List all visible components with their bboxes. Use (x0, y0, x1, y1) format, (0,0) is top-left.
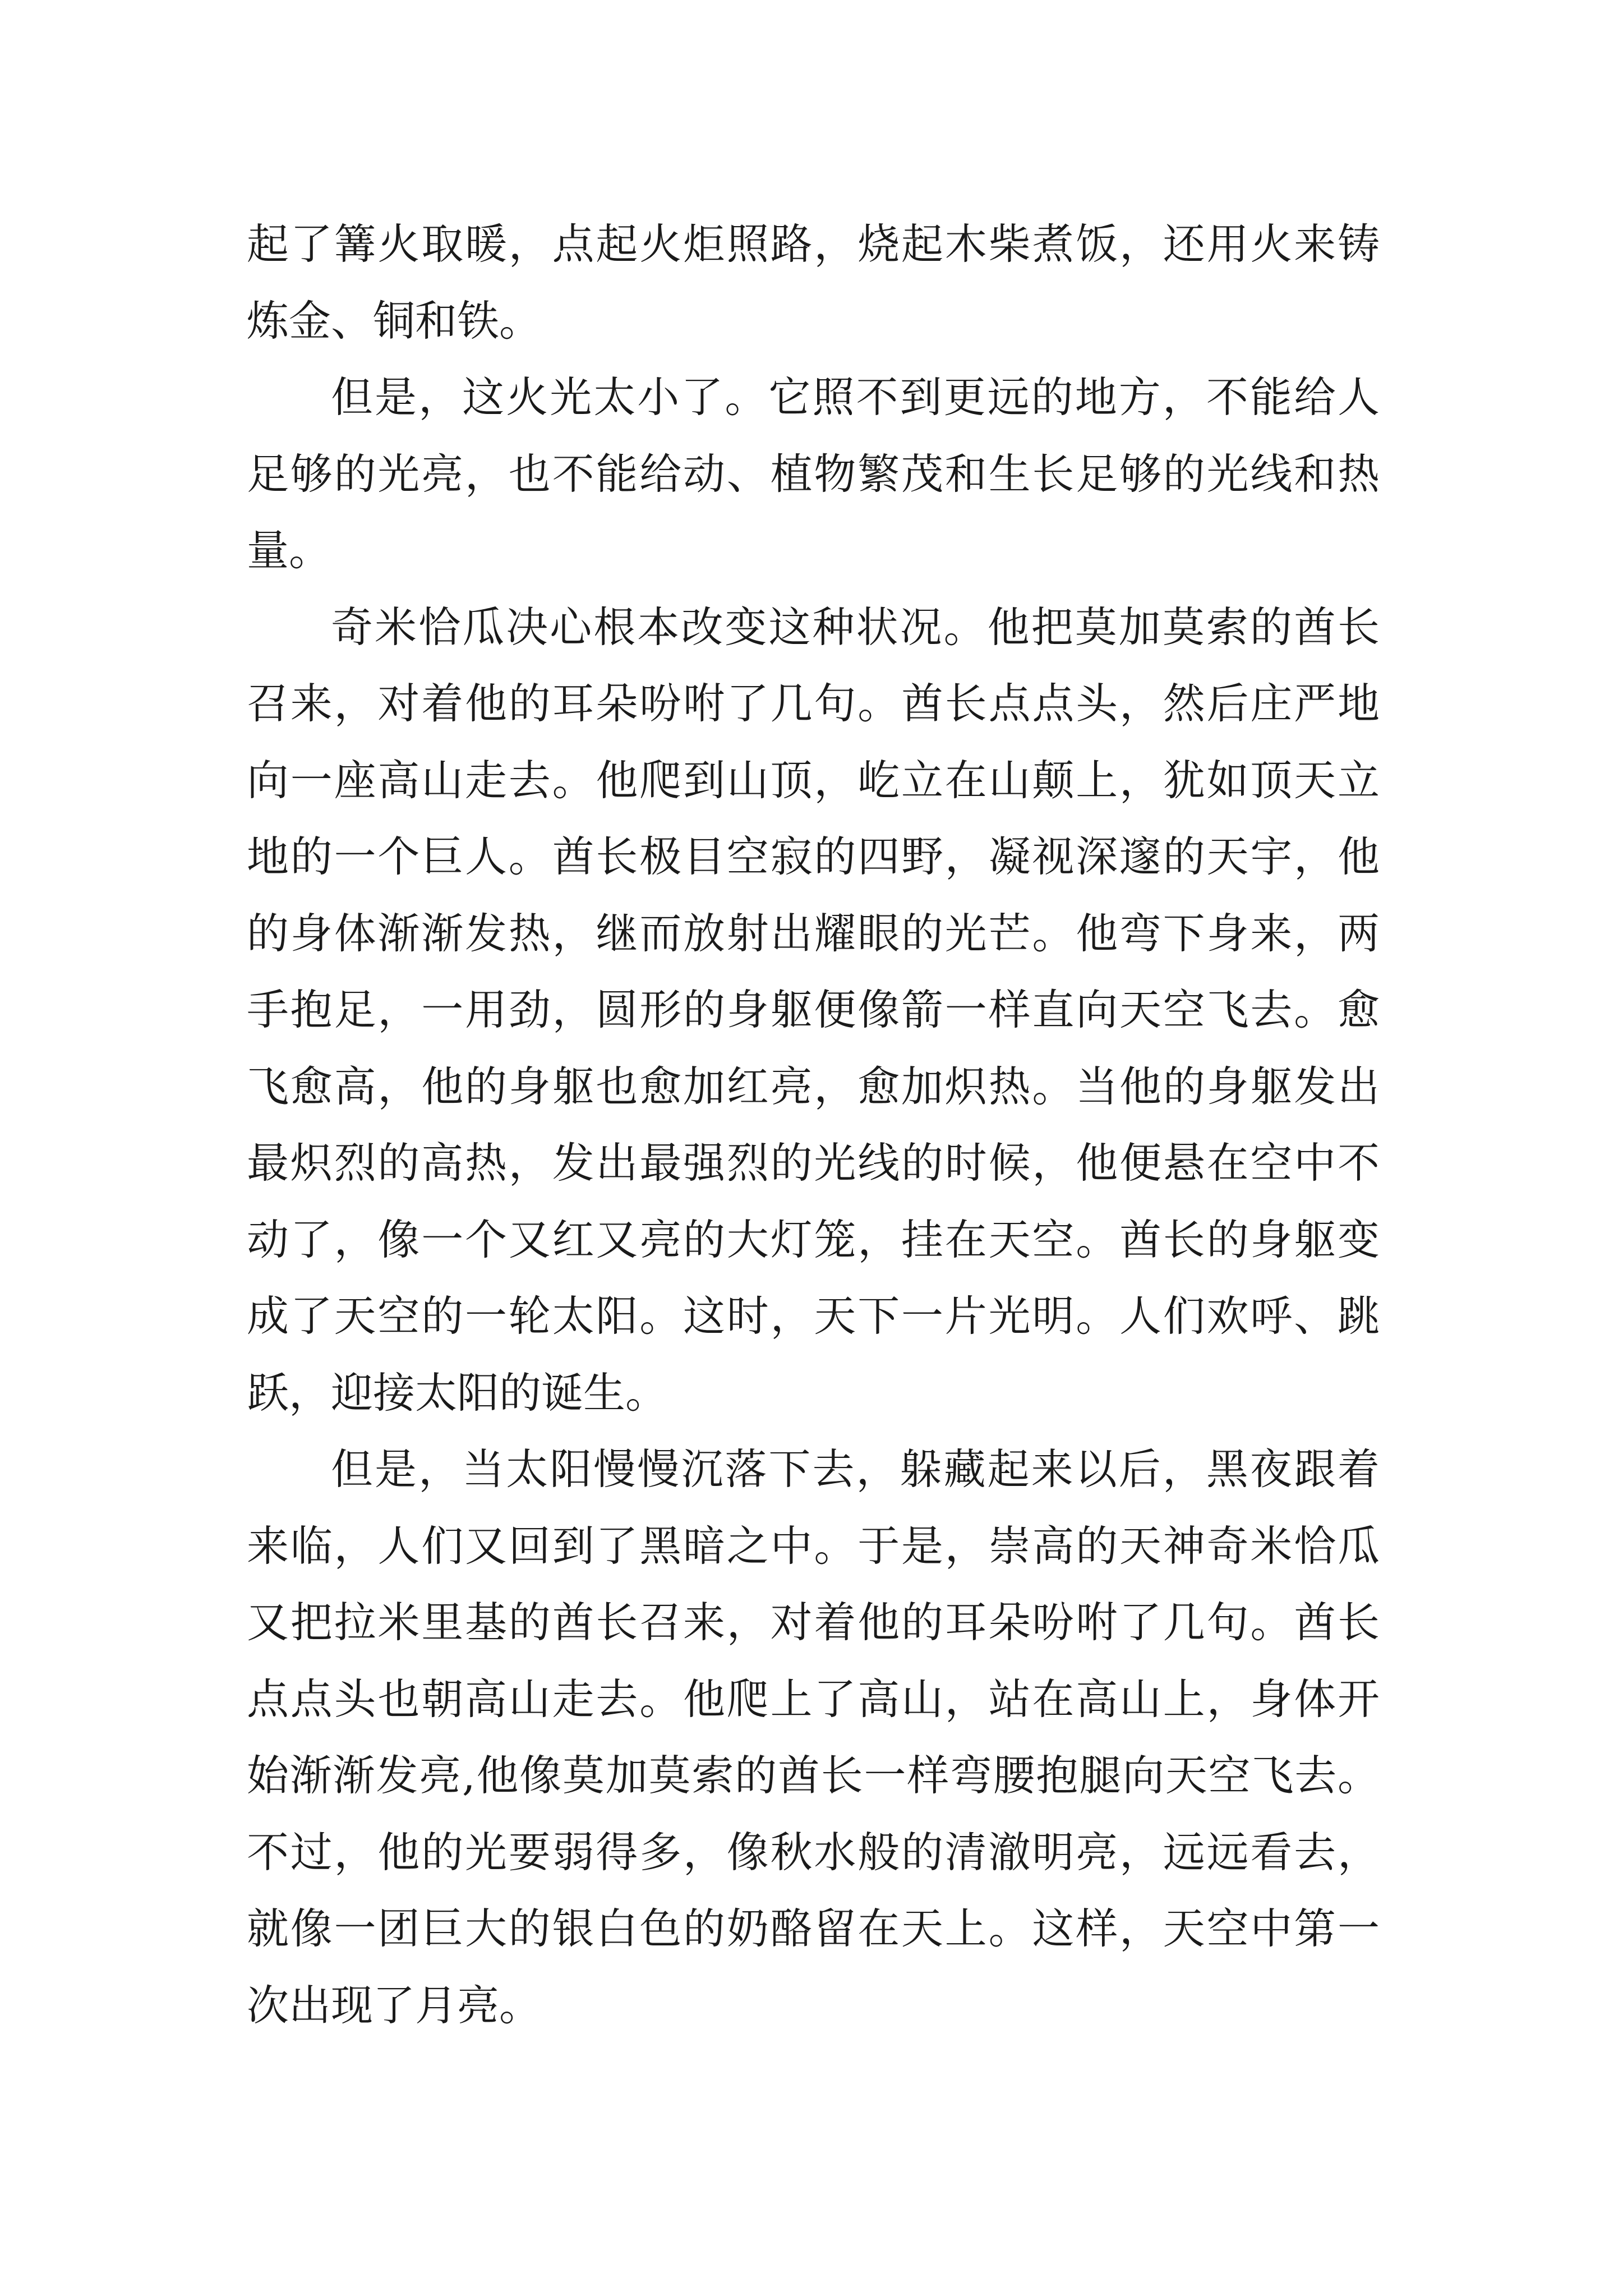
document-page (247, 206, 1380, 2044)
paragraph-4: 但是，当太阳慢慢沉落下去，躲藏起来以后，黑夜跟着来临，人们又回到了黑暗之中。于是，崇高的天神奇米恰瓜又把拉米里基的酋长召来，对着他的耳朵吩咐了几句。酋长点点头也朝高山走去。他爬上了高山，站在高山上，身体开始渐渐发亮,他像莫加莫索的酋长一样弯腰抱腿向天空飞去。不过，他的光要弱得多，像秋水般的清澈明亮，远远看去，就像一团巨大的银白色的奶酪留在天上。这样，天空中第一次出现了月亮。 (247, 1444, 1380, 2030)
paragraph-1: 起了篝火取暖，点起火炬照路，烧起木柴煮饭，还用火来铸炼金、铜和铁。 (247, 219, 1380, 346)
paragraph-3: 奇米恰瓜决心根本改变这种状况。他把莫加莫索的酋长召来，对着他的耳朵吩咐了几句。酋长点点头，然后庄严地向一座高山走去。他爬到山顶，屹立在山颠上，犹如顶天立地的一个巨人。酋长极目空寂的四野，凝视深邃的天宇，他的身体渐渐发热，继而放射出耀眼的光芒。他弯下身来，两手抱足，一用劲，圆形的身躯便像箭一样直向天空飞去。愈飞愈高，他的身躯也愈加红亮，愈加炽热。当他的身躯发出最炽烈的高热，发出最强烈的光线的时候，他便悬在空中不动了，像一个又红又亮的大灯笼，挂在天空。酋长的身躯变成了天空的一轮太阳。这时，天下一片光明。人们欢呼、跳跃，迎接太阳的诞生。 (247, 602, 1380, 1418)
paragraph-2: 但是，这火光太小了。它照不到更远的地方，不能给人足够的光亮，也不能给动、植物繁茂和生长足够的光线和热量。 (247, 372, 1380, 575)
